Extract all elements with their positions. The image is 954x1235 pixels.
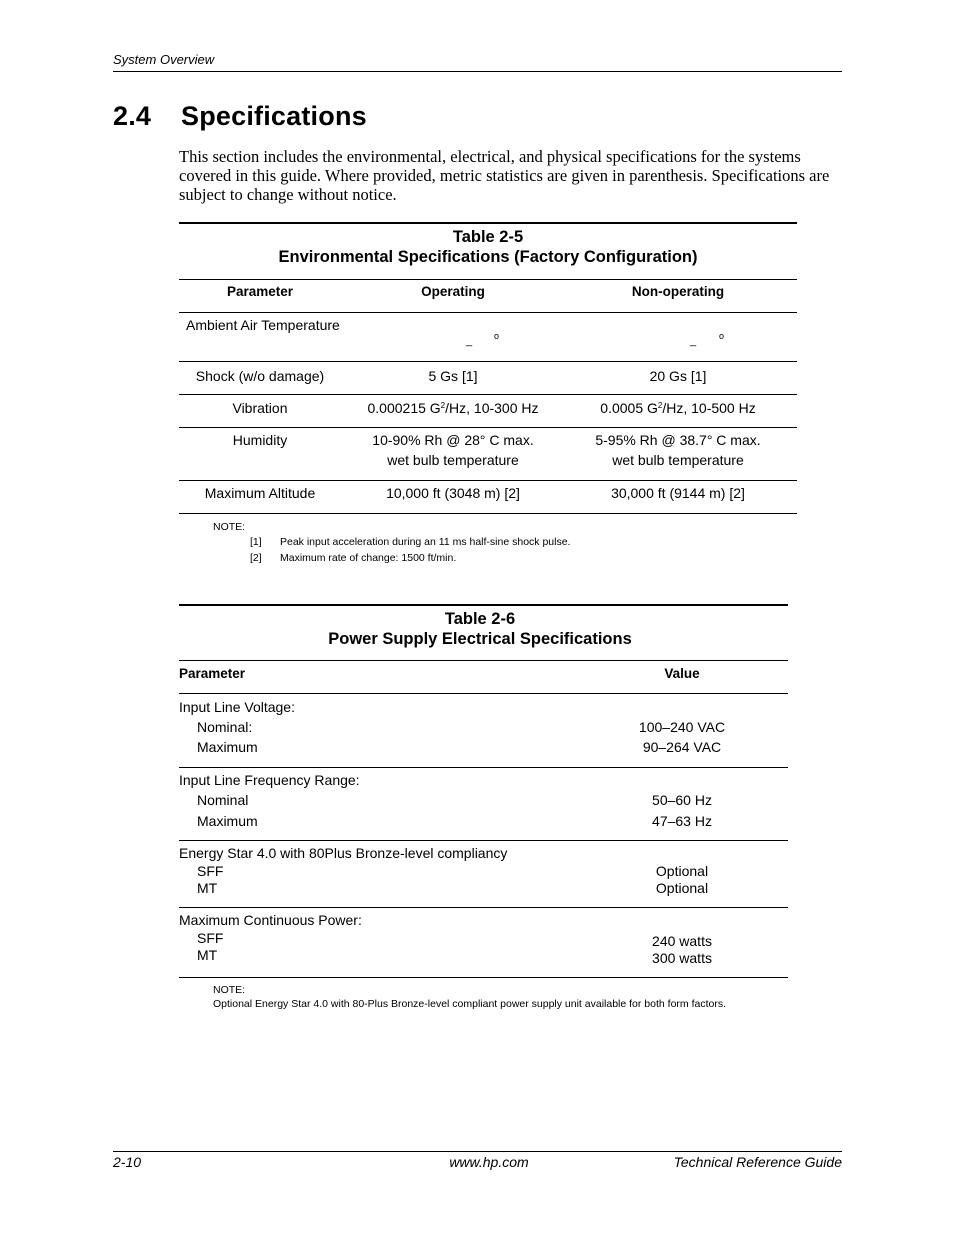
table6-energystar-sff-label: SFF xyxy=(197,863,224,879)
table5-row-shock-operating: 5 Gs [1] xyxy=(428,368,478,384)
table6-frequency-maximum-value: 47–63 Hz xyxy=(652,813,712,829)
table5-row-shock-nonoperating: 20 Gs [1] xyxy=(649,368,707,384)
section-heading xyxy=(113,101,367,132)
intro-paragraph: This section includes the environmental, electrical, and physical specifications for the systems covered in this guide. Where provided, metric statistics are given in parenthesis. Specifications are subject to change without notice. xyxy=(179,147,830,204)
table5-row-humidity-nonoperating: 5-95% Rh @ 38.7° C max. wet bulb temperature xyxy=(595,432,761,468)
table5-title-rule xyxy=(179,279,797,280)
header-rule xyxy=(113,71,842,72)
table5-row-vibration-param: Vibration xyxy=(232,400,288,416)
table5-row-rule xyxy=(179,394,797,395)
table6-header-rule xyxy=(179,693,788,694)
table6-row-rule xyxy=(179,767,788,768)
table6-col-parameter: Parameter xyxy=(179,666,246,681)
table6-energystar-mt-value: Optional xyxy=(655,880,709,896)
table6-voltage-nominal-label: Nominal: xyxy=(197,719,253,735)
table6-frequency-nominal-value: 50–60 Hz xyxy=(652,792,712,808)
ambient-nonop-underscore-mark: _ xyxy=(690,335,697,347)
table6-note-text: Optional Energy Star 4.0 with 80-Plus Bronze-level compliant power supply unit available for both form factors. xyxy=(213,998,727,1010)
table6-caption xyxy=(179,609,781,649)
table6-group-frequency-heading: Input Line Frequency Range: xyxy=(179,772,360,788)
table6-power-sff-label: SFF xyxy=(197,930,224,946)
table5-top-rule xyxy=(179,222,797,224)
table5-row-rule xyxy=(179,480,797,481)
table6-power-mt-value: 300 watts xyxy=(652,950,712,966)
table5-label: Table 2-5 xyxy=(452,228,524,246)
ambient-op-degree-mark: o xyxy=(494,331,500,341)
table6-group-energystar-heading: Energy Star 4.0 with 80Plus Bronze-level compliancy xyxy=(179,845,508,861)
table6-title-rule xyxy=(179,660,788,661)
table5-row-vibration-nonoperating: 0.0005 $G^2/Hz$, 10-500 Hz xyxy=(600,400,756,416)
table5-row-altitude-param: Maximum Altitude xyxy=(204,485,316,501)
table5-row-rule xyxy=(179,361,797,362)
footer-page-number: 2-10 xyxy=(113,1154,142,1170)
table6-energystar-mt-label: MT xyxy=(197,880,218,896)
table5-note-label: NOTE: xyxy=(213,521,246,533)
table6-col-value: Value xyxy=(664,666,700,681)
footer-url-link[interactable]: www.hp.com xyxy=(449,1154,529,1170)
ambient-nonop-degree-mark: o xyxy=(719,331,725,341)
table6-frequency-nominal-label: Nominal xyxy=(197,792,249,808)
table5-row-altitude-nonoperating: 30,000 ft (9144 m) [2] xyxy=(611,485,745,501)
table5-row-rule xyxy=(179,427,797,428)
table5-row-ambient-param: Ambient Air Temperature xyxy=(186,317,340,333)
table5-row-shock-param: Shock (w/o damage) xyxy=(195,368,325,384)
table5-col-parameter: Parameter xyxy=(226,284,294,299)
table5-note-text-2: Maximum rate of change: 1500 ft/min. xyxy=(280,552,457,564)
table5-row-vibration-operating: 0.000215 $G^2/Hz$, 10-300 Hz xyxy=(367,400,539,416)
table6-row-rule xyxy=(179,840,788,841)
table5-col-operating: Operating xyxy=(421,284,485,299)
table6-frequency-maximum-label: Maximum xyxy=(197,813,258,829)
table6-label: Table 2-6 xyxy=(444,610,516,628)
table6-power-mt-label: MT xyxy=(197,947,218,963)
table6-bottom-rule xyxy=(179,977,788,978)
table6-voltage-maximum-label: Maximum xyxy=(197,739,258,755)
table5-bottom-rule xyxy=(179,513,797,514)
table6-title: Power Supply Electrical Specifications xyxy=(328,630,632,648)
table5-header-rule xyxy=(179,312,797,313)
table6-group-power-heading: Maximum Continuous Power: xyxy=(179,912,362,928)
table5-col-nonoperating: Non-operating xyxy=(631,284,725,299)
table6-voltage-nominal-value: 100–240 VAC xyxy=(638,719,726,735)
table5-note-ref-1: [1] xyxy=(250,536,262,548)
table5-title: Environmental Specifications (Factory Configuration) xyxy=(278,248,698,266)
footer-rule xyxy=(113,1151,842,1152)
running-header: System Overview xyxy=(113,52,215,67)
table5-note-text-1: Peak input acceleration during an 11 ms half-sine shock pulse. xyxy=(280,536,571,548)
table6-energystar-sff-value: Optional xyxy=(655,863,709,879)
section-number: 2.4 xyxy=(113,101,152,131)
table5-row-altitude-operating: 10,000 ft (3048 m) [2] xyxy=(386,485,520,501)
table6-top-rule xyxy=(179,604,788,606)
table5-note-ref-2: [2] xyxy=(250,552,262,564)
table6-power-sff-value: 240 watts xyxy=(652,933,712,949)
table5-row-humidity-param: Humidity xyxy=(232,432,288,448)
table6-row-rule xyxy=(179,907,788,908)
table6-group-voltage-heading: Input Line Voltage: xyxy=(179,699,295,715)
ambient-op-underscore-mark: _ xyxy=(466,335,473,347)
table6-voltage-maximum-value: 90–264 VAC xyxy=(642,739,722,755)
table5-row-humidity-operating: 10-90% Rh @ 28° C max. wet bulb temperature xyxy=(372,432,534,468)
table5-caption xyxy=(179,227,797,267)
table6-note-label: NOTE: xyxy=(213,984,246,996)
footer-guide-title: Technical Reference Guide xyxy=(673,1154,842,1170)
section-title: Specifications xyxy=(181,101,367,131)
